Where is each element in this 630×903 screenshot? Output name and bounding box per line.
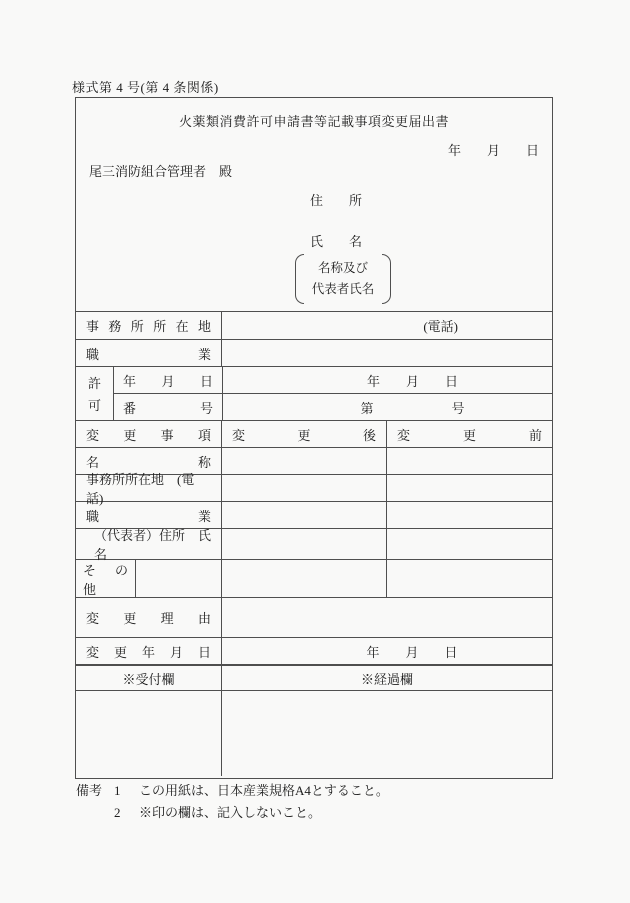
permit-number-row [114,393,552,420]
change-item-header-cell [76,421,221,447]
change-after-header-cell [221,421,386,447]
permit-number-value: 第 号 [360,400,465,416]
other-after-cell [221,560,386,597]
remark-1-text: この用紙は、日本産業規格A4とすること。 [139,783,389,798]
permit-char-2: 可 [87,398,101,414]
reception-area-cell [76,691,221,776]
occupation-change-row [76,501,552,528]
progress-area-cell [221,691,552,776]
office-change-after-cell [221,475,386,501]
permit-number-label-cell [114,394,222,420]
reception-header-label: ※受付欄 [122,671,175,687]
change-reason-value-cell [221,598,552,637]
name-change-before-cell [386,448,552,474]
reception-column-header [76,666,221,690]
progress-column-header [221,666,552,690]
permit-date-row [114,367,552,393]
remark-2-text: ※印の欄は、記入しないこと。 [139,805,322,820]
phone-label: (電話) [423,319,458,334]
name-change-after-cell [221,448,386,474]
change-before-header-cell [386,421,552,447]
remarks-label-spacer [76,805,114,820]
change-reason-label-cell [76,598,221,637]
representative-change-label: （代表者）住所 氏名 [94,528,212,562]
remarks-label: 備考 [76,783,103,798]
name-label: 氏 名 [310,234,363,249]
bracket-text [304,254,382,304]
permit-number-label: 番 号 [123,400,213,416]
office-change-label-cell [76,472,221,506]
representative-change-label-cell [76,528,221,562]
permit-subtable [113,367,552,420]
permit-date-value-cell [222,367,552,393]
change-before-header-label: 変 更 前 [397,427,542,443]
remark-item-1 [76,783,389,798]
representative-change-before-cell [386,529,552,559]
representative-change-row [76,528,552,562]
other-label-cell [76,560,135,597]
office-change-before-cell [386,475,552,501]
occupation-change-before-cell [386,502,552,528]
occupation-label: 職 業 [86,346,211,362]
permit-number-value-cell [222,394,552,420]
form-header [76,98,552,311]
representative-change-after-cell [221,529,386,559]
office-location-label: 事 務 所 所 在 地 [86,319,211,334]
stamp-header-row [76,666,552,690]
office-change-label: 事務所所在地 (電話) [86,472,195,506]
remark-1-number: 1 [114,783,121,798]
office-location-phone-cell [221,312,552,339]
form-code-label: 様式第 4 号(第 4 条関係) [72,80,219,95]
occupation-value-cell [221,340,552,366]
other-row [76,559,552,597]
permit-char-1: 許 [87,375,101,391]
other-label: そ の 他 [83,562,128,597]
addressee-line: 尾三消防組合管理者 殿 [89,164,233,179]
occupation-row [76,339,552,366]
occupation-change-after-cell [221,502,386,528]
stamp-area-row [76,690,552,776]
remark-item-2 [76,805,389,820]
occupation-change-label: 職 業 [86,508,211,524]
change-after-header-label: 変 更 後 [232,427,376,443]
other-before-cell [386,560,552,597]
form-box [75,97,553,779]
remark-2-number: 2 [114,805,121,820]
name-change-label: 名 称 [86,454,211,470]
form-title: 火薬類消費許可申請書等記載事項変更届出書 [178,114,449,129]
change-items-header-row [76,420,552,447]
permit-section-row [76,366,552,420]
office-location-label-cell [76,312,221,339]
change-date-label-cell [76,638,221,664]
remarks [76,783,389,827]
change-reason-label: 変 更 理 由 [86,611,211,626]
submission-date-line: 年 月 日 [447,143,539,158]
permit-date-label-cell [114,367,222,393]
change-date-value: 年 月 日 [366,644,458,660]
other-item-cell [135,560,221,597]
change-date-label: 変 更 年 月 日 [86,644,211,660]
office-location-row [76,311,552,339]
office-change-row [76,472,552,506]
permit-date-value: 年 月 日 [366,373,458,389]
change-item-header-label: 変 更 事 項 [86,427,211,443]
change-date-row [76,637,552,664]
address-label: 住 所 [310,193,363,208]
change-date-value-cell [221,638,552,664]
bracket-line-1: 名称及び [317,261,368,276]
bracket-right-paren [382,254,391,304]
bracket-left-paren [295,254,304,304]
progress-header-label: ※経過欄 [360,671,413,687]
permit-date-label: 年 月 日 [123,373,213,389]
permit-label-vertical [76,367,113,420]
change-reason-row [76,597,552,637]
bracket-line-2: 代表者氏名 [311,282,375,297]
representative-bracket [295,254,391,304]
occupation-label-cell [76,340,221,366]
